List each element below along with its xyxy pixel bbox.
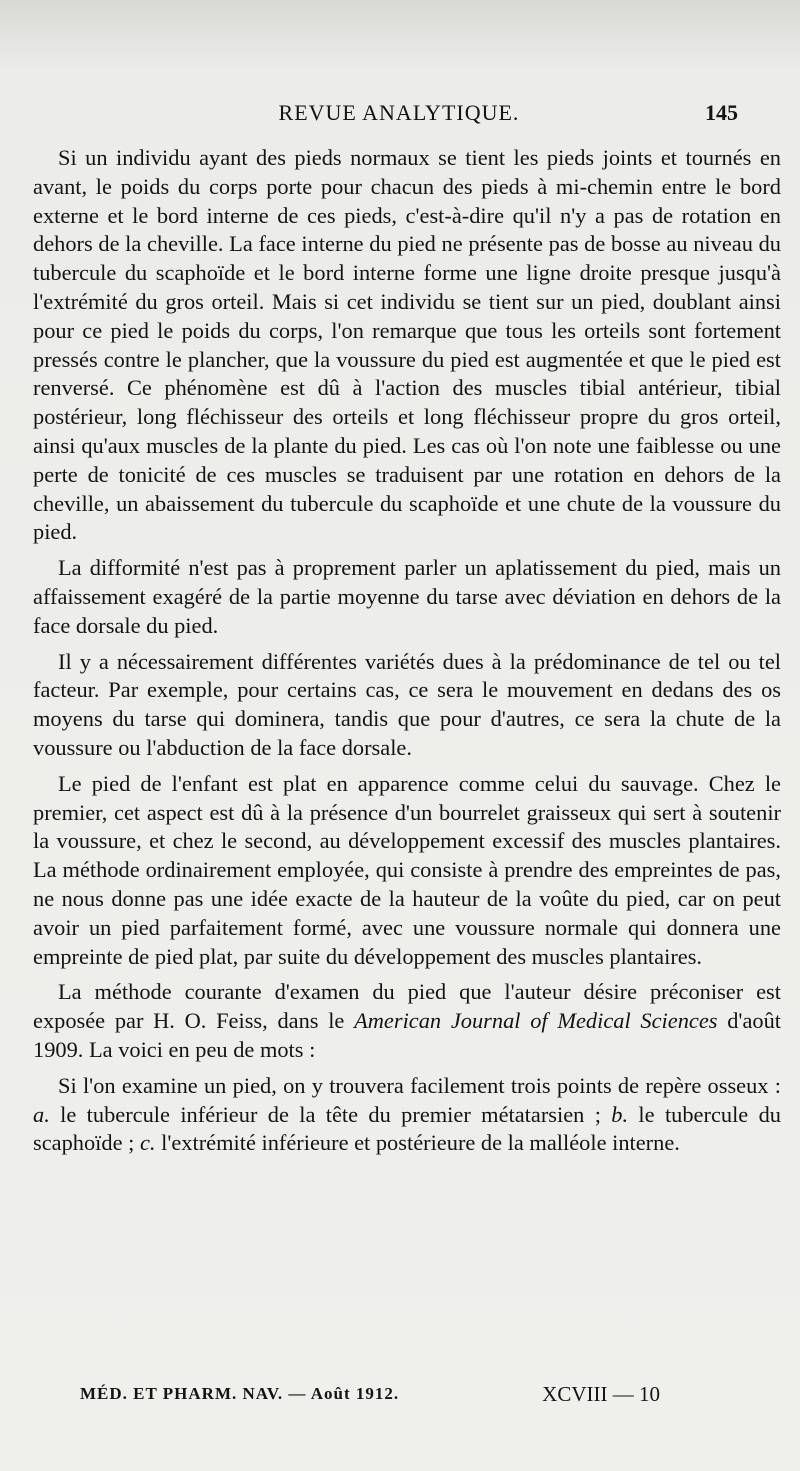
paragraph-6-text: Si l'on examine un pied, on y trouvera facilement trois points de repère osseux : [58, 1072, 781, 1098]
running-head: REVUE ANALYTIQUE. [278, 100, 520, 125]
paragraph-4: Le pied de l'enfant est plat en apparence comme celui du sauvage. Chez le premier, cet aspect est dû à la présence d'un bourrelet graisseux qui sert à soutenir la voussure, et chez le second, au développement excessif des muscles plantaires. La méthode ordinairement employée, qui consiste à prendre des empreintes de pas, ne nous donne pas une idée exacte de la hauteur de la voûte du pied, car on peut avoir un pied parfaitement formé, avec une voussure normale qui donnera une empreinte de pied plat, par suite du développement des muscles plantaires. [33, 770, 781, 969]
point-a-text: le tubercule inférieur de la tête du premier métatarsien ; [49, 1101, 612, 1127]
point-label-a: a. [33, 1101, 50, 1127]
point-c-text: l'extrémité inférieure et postérieure de la malléole interne. [155, 1130, 680, 1156]
journal-title: American Journal of Medical Sciences [354, 1008, 718, 1034]
article-body [33, 144, 781, 1165]
paragraph-5 [33, 978, 781, 1064]
page-footer [80, 1382, 660, 1412]
page-number: 145 [705, 100, 738, 125]
point-label-b: b. [611, 1101, 629, 1127]
paragraph-5-text: La méthode courante d'examen du pied que l'auteur désire préconiser est exposée par H. O. Feiss, dans le [33, 979, 781, 1034]
paragraph-1: Si un individu ayant des pieds normaux se tient les pieds joints et tournés en avant, le poids du corps porte pour chacun des pieds à mi-chemin entre le bord externe et le bord interne de ces pieds, c'est-à-dire qu'il n'y a pas de rotation en dehors de la cheville. La face interne du pied ne présente pas de bosse au niveau du tubercule du scaphoïde et le bord interne forme une ligne droite presque jusqu'à l'extrémité du gros orteil. Mais si cet individu se tient sur un pied, doublant ainsi pour ce pied le poids du corps, l'on remarque que tous les orteils sont fortement pressés contre le plancher, que la voussure du pied est augmentée et que le pied est renversé. Ce phénomène est dû à l'action des muscles tibial antérieur, tibial postérieur, long fléchisseur des orteils et long fléchisseur propre du gros orteil, ainsi qu'aux muscles de la plante du pied. Les cas où l'on note une faiblesse ou une perte de tonicité de ces muscles se traduisent par une rotation en dehors de la cheville, un abaissement du tubercule du scaphoïde et une chute de la voussure du pied. [33, 145, 781, 545]
point-label-c: c. [139, 1130, 156, 1156]
paragraph-2: La difformité n'est pas à proprement parler un aplatissement du pied, mais un affaissement exagéré de la partie moyenne du tarse avec déviation en dehors de la face dorsale du pied. [33, 555, 781, 638]
footer-sheet-mark: XCVIII — 10 [542, 1382, 660, 1406]
point-b-text: le tubercule du scaphoïde ; [33, 1101, 781, 1156]
paragraph-6 [33, 1072, 781, 1158]
footer-signature: MÉD. ET PHARM. NAV. — Août 1912. [80, 1384, 400, 1403]
page-header [60, 100, 738, 134]
paragraph-5-text-end: d'août 1909. La voici en peu de mots : [33, 1008, 781, 1062]
paragraph-3: Il y a nécessairement différentes variétés dues à la prédominance de tel ou tel facteur. Par exemple, pour certains cas, ce sera le mouvement en dedans des os moyens du tarse qui dominera, tandis que pour d'autres, ce sera la chute de la voussure ou l'abduction de la face dorsale. [33, 648, 781, 760]
